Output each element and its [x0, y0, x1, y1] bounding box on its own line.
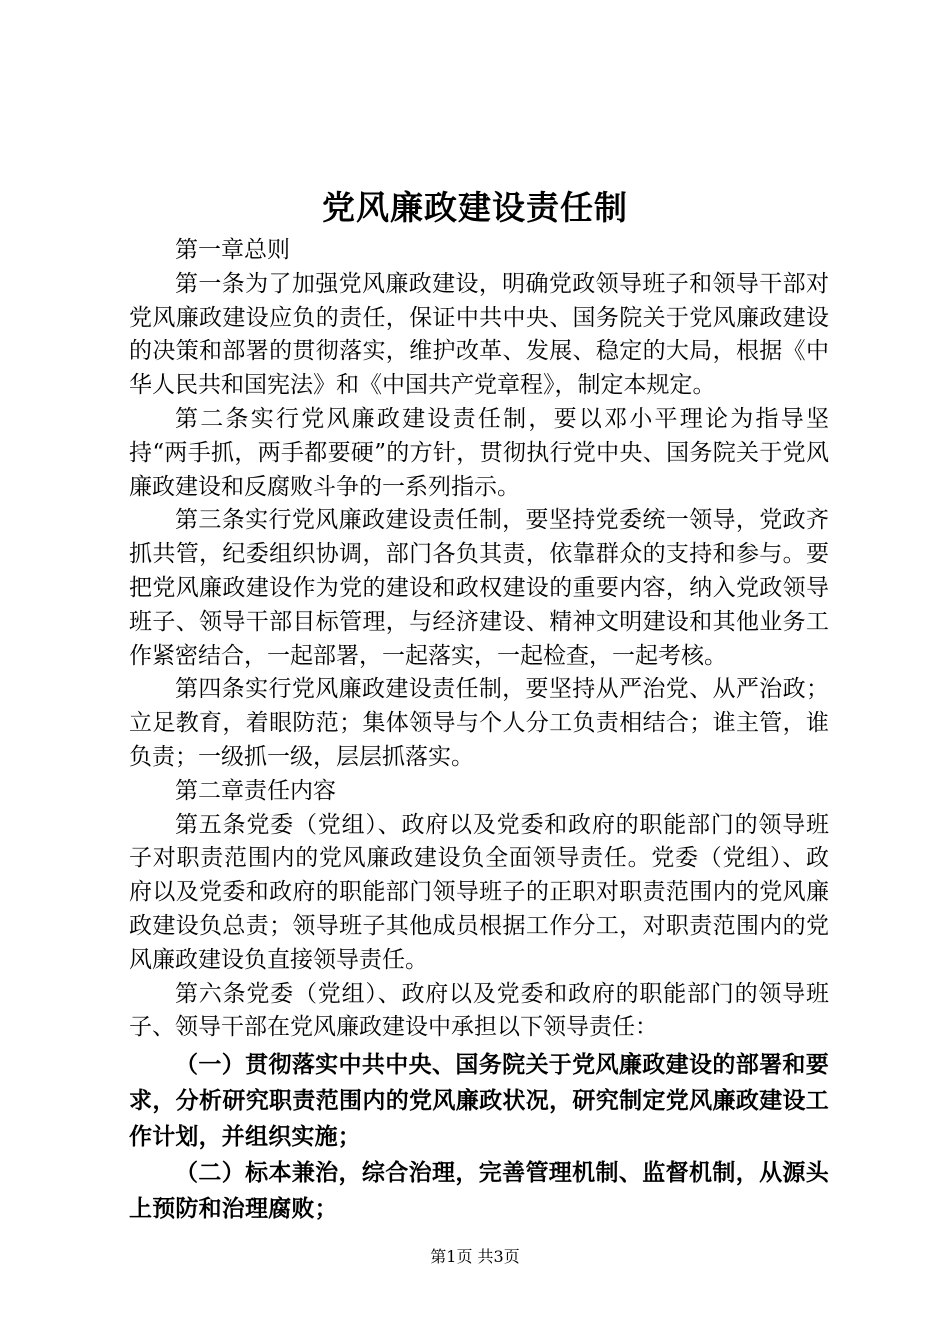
- article-6: 第六条党委（党组）、政府以及党委和政府的职能部门的领导班子、领导干部在党风廉政建设中承担以下领导责任：: [129, 980, 829, 1041]
- article-3: 第三条实行党风廉政建设责任制，要坚持党委统一领导，党政齐抓共管，纪委组织协调，部门各负其责，依靠群众的支持和参与。要把党风廉政建设作为党的建设和政权建设的重要内容，纳入党政领导班子、领导干部目标管理，与经济建设、精神文明建设和其他业务工作紧密结合，一起部署，一起落实，一起检查，一起考核。: [129, 507, 829, 669]
- article-4: 第四条实行党风廉政建设责任制，要坚持从严治党、从严治政；立足教育，着眼防范；集体领导与个人分工负责相结合；谁主管，谁负责；一级抓一级，层层抓落实。: [129, 676, 829, 770]
- responsibility-item-2: （二）标本兼治，综合治理，完善管理机制、监督机制，从源头上预防和治理腐败；: [129, 1160, 829, 1223]
- responsibility-item-1: （一）贯彻落实中共中央、国务院关于党风廉政建设的部署和要求，分析研究职责范围内的党风廉政状况，研究制定党风廉政建设工作计划，并组织实施；: [129, 1052, 829, 1151]
- article-2: 第二条实行党风廉政建设责任制，要以邓小平理论为指导坚持“两手抓，两手都要硬”的方针，贯彻执行党中央、国务院关于党风廉政建设和反腐败斗争的一系列指示。: [129, 405, 829, 500]
- chapter-heading-1: 第一章总则: [175, 237, 290, 263]
- document-title: 党风廉政建设责任制: [322, 188, 628, 227]
- page-footer: 第1页 共3页: [430, 1247, 520, 1266]
- article-1: 第一条为了加强党风廉政建设，明确党政领导班子和领导干部对党风廉政建设应负的责任，保证中共中央、国务院关于党风廉政建设的决策和部署的贯彻落实，维护改革、发展、稳定的大局，根据《中华人民共和国宪法》和《中国共产党章程》，制定本规定。: [129, 270, 829, 399]
- chapter-heading-2: 第二章责任内容: [175, 777, 336, 804]
- document-body: [129, 234, 829, 1227]
- article-5: 第五条党委（党组）、政府以及党委和政府的职能部门的领导班子对职责范围内的党风廉政建设负全面领导责任。党委（党组）、政府以及党委和政府的职能部门领导班子的正职对职责范围内的党风廉政建设负总责；领导班子其他成员根据工作分工，对职责范围内的党风廉政建设负直接领导责任。: [129, 811, 829, 973]
